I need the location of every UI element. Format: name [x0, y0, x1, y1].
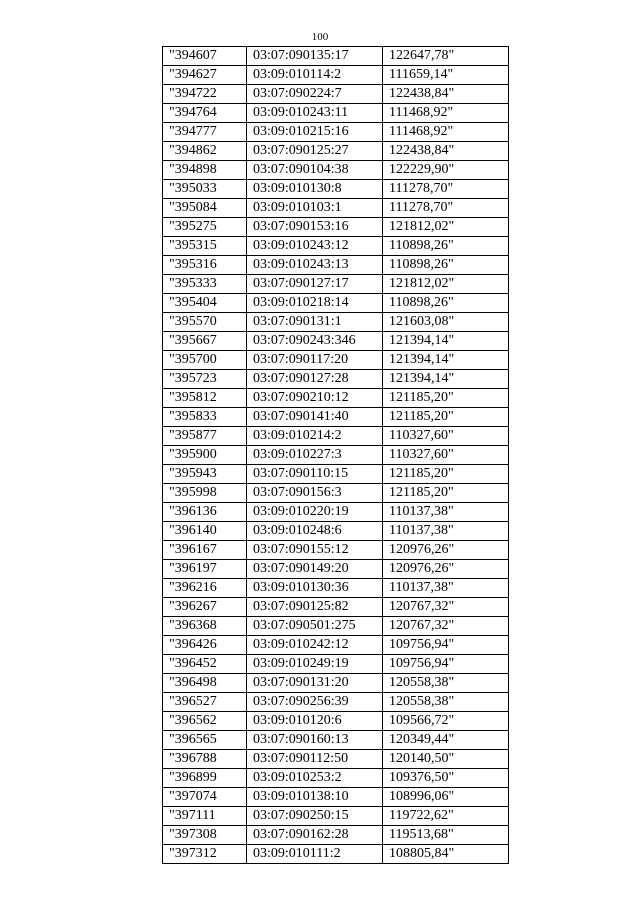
- record-number-cell: "395723: [163, 370, 247, 389]
- cadastral-number-cell: 03:07:090243:346: [247, 332, 383, 351]
- table-row: [163, 636, 509, 655]
- value-cell: 120140,50": [383, 750, 509, 769]
- record-number-cell: "396565: [163, 731, 247, 750]
- table-row: [163, 446, 509, 465]
- value-cell: 109756,94": [383, 636, 509, 655]
- value-cell: 121394,14": [383, 332, 509, 351]
- cadastral-number-cell: 03:09:010103:1: [247, 199, 383, 218]
- data-table: [162, 46, 509, 864]
- record-number-cell: "396562: [163, 712, 247, 731]
- cadastral-number-cell: 03:07:090224:7: [247, 85, 383, 104]
- table-row: [163, 617, 509, 636]
- table-row: [163, 465, 509, 484]
- value-cell: 121394,14": [383, 370, 509, 389]
- cadastral-number-cell: 03:09:010120:6: [247, 712, 383, 731]
- record-number-cell: "396136: [163, 503, 247, 522]
- cadastral-number-cell: 03:07:090125:82: [247, 598, 383, 617]
- record-number-cell: "395315: [163, 237, 247, 256]
- table-row: [163, 180, 509, 199]
- cadastral-number-cell: 03:07:090125:27: [247, 142, 383, 161]
- table-row: [163, 351, 509, 370]
- value-cell: 111468,92": [383, 104, 509, 123]
- cadastral-number-cell: 03:09:010249:19: [247, 655, 383, 674]
- record-number-cell: "395943: [163, 465, 247, 484]
- record-number-cell: "396788: [163, 750, 247, 769]
- table-row: [163, 674, 509, 693]
- cadastral-number-cell: 03:09:010243:13: [247, 256, 383, 275]
- record-number-cell: "396216: [163, 579, 247, 598]
- record-number-cell: "395998: [163, 484, 247, 503]
- value-cell: 111468,92": [383, 123, 509, 142]
- table-row: [163, 484, 509, 503]
- value-cell: 122438,84": [383, 85, 509, 104]
- record-number-cell: "396267: [163, 598, 247, 617]
- table-row: [163, 807, 509, 826]
- value-cell: 110137,38": [383, 503, 509, 522]
- cadastral-number-cell: 03:07:090127:17: [247, 275, 383, 294]
- cadastral-number-cell: 03:09:010243:11: [247, 104, 383, 123]
- cadastral-number-cell: 03:09:010111:2: [247, 845, 383, 864]
- record-number-cell: "397074: [163, 788, 247, 807]
- table-row: [163, 66, 509, 85]
- table-row: [163, 750, 509, 769]
- cadastral-number-cell: 03:07:090104:38: [247, 161, 383, 180]
- value-cell: 119722,62": [383, 807, 509, 826]
- value-cell: 121185,20": [383, 465, 509, 484]
- record-number-cell: "397308: [163, 826, 247, 845]
- cadastral-number-cell: 03:09:010220:19: [247, 503, 383, 522]
- table-row: [163, 313, 509, 332]
- cadastral-number-cell: 03:07:090149:20: [247, 560, 383, 579]
- value-cell: 120976,26": [383, 541, 509, 560]
- record-number-cell: "394764: [163, 104, 247, 123]
- cadastral-number-cell: 03:09:010114:2: [247, 66, 383, 85]
- table-row: [163, 769, 509, 788]
- value-cell: 121185,20": [383, 408, 509, 427]
- record-number-cell: "395404: [163, 294, 247, 313]
- value-cell: 109756,94": [383, 655, 509, 674]
- table-row: [163, 427, 509, 446]
- table-row: [163, 560, 509, 579]
- cadastral-number-cell: 03:07:090153:16: [247, 218, 383, 237]
- record-number-cell: "395812: [163, 389, 247, 408]
- table-row: [163, 655, 509, 674]
- record-number-cell: "395667: [163, 332, 247, 351]
- record-number-cell: "395833: [163, 408, 247, 427]
- value-cell: 120767,32": [383, 617, 509, 636]
- cadastral-number-cell: 03:09:010243:12: [247, 237, 383, 256]
- value-cell: 110898,26": [383, 256, 509, 275]
- table-row: [163, 237, 509, 256]
- value-cell: 110327,60": [383, 446, 509, 465]
- table-row: [163, 826, 509, 845]
- record-number-cell: "396426: [163, 636, 247, 655]
- record-number-cell: "396197: [163, 560, 247, 579]
- cadastral-number-cell: 03:07:090162:28: [247, 826, 383, 845]
- table-row: [163, 389, 509, 408]
- record-number-cell: "395700: [163, 351, 247, 370]
- value-cell: 121394,14": [383, 351, 509, 370]
- cadastral-number-cell: 03:07:090155:12: [247, 541, 383, 560]
- record-number-cell: "396452: [163, 655, 247, 674]
- table-row: [163, 199, 509, 218]
- table-row: [163, 408, 509, 427]
- value-cell: 111659,14": [383, 66, 509, 85]
- value-cell: 109376,50": [383, 769, 509, 788]
- table-row: [163, 123, 509, 142]
- value-cell: 120349,44": [383, 731, 509, 750]
- record-number-cell: "395084: [163, 199, 247, 218]
- value-cell: 110327,60": [383, 427, 509, 446]
- page-number: 100: [311, 31, 329, 43]
- table-row: [163, 142, 509, 161]
- table-row: [163, 522, 509, 541]
- value-cell: 119513,68": [383, 826, 509, 845]
- value-cell: 111278,70": [383, 199, 509, 218]
- value-cell: 122438,84": [383, 142, 509, 161]
- record-number-cell: "397312: [163, 845, 247, 864]
- cadastral-number-cell: 03:09:010214:2: [247, 427, 383, 446]
- cadastral-number-cell: 03:07:090156:3: [247, 484, 383, 503]
- value-cell: 110898,26": [383, 237, 509, 256]
- table-row: [163, 370, 509, 389]
- record-number-cell: "394607: [163, 47, 247, 66]
- record-number-cell: "395333: [163, 275, 247, 294]
- record-number-cell: "395877: [163, 427, 247, 446]
- table-row: [163, 845, 509, 864]
- table-body: [163, 47, 509, 864]
- cadastral-number-cell: 03:09:010215:16: [247, 123, 383, 142]
- value-cell: 121185,20": [383, 484, 509, 503]
- table-row: [163, 218, 509, 237]
- table-row: [163, 712, 509, 731]
- table-row: [163, 693, 509, 712]
- cadastral-number-cell: 03:07:090141:40: [247, 408, 383, 427]
- record-number-cell: "396498: [163, 674, 247, 693]
- record-number-cell: "395316: [163, 256, 247, 275]
- value-cell: 122229,90": [383, 161, 509, 180]
- record-number-cell: "395570: [163, 313, 247, 332]
- table-row: [163, 104, 509, 123]
- cadastral-number-cell: 03:07:090110:15: [247, 465, 383, 484]
- record-number-cell: "394898: [163, 161, 247, 180]
- cadastral-number-cell: 03:07:090131:20: [247, 674, 383, 693]
- table-row: [163, 275, 509, 294]
- cadastral-number-cell: 03:09:010130:8: [247, 180, 383, 199]
- cadastral-number-cell: 03:07:090117:20: [247, 351, 383, 370]
- value-cell: 111278,70": [383, 180, 509, 199]
- value-cell: 122647,78": [383, 47, 509, 66]
- record-number-cell: "396368: [163, 617, 247, 636]
- cadastral-number-cell: 03:07:090160:13: [247, 731, 383, 750]
- cadastral-number-cell: 03:07:090135:17: [247, 47, 383, 66]
- value-cell: 110898,26": [383, 294, 509, 313]
- cadastral-number-cell: 03:09:010242:12: [247, 636, 383, 655]
- cadastral-number-cell: 03:07:090131:1: [247, 313, 383, 332]
- cadastral-number-cell: 03:07:090501:275: [247, 617, 383, 636]
- value-cell: 121812,02": [383, 218, 509, 237]
- value-cell: 121812,02": [383, 275, 509, 294]
- table-row: [163, 598, 509, 617]
- value-cell: 108805,84": [383, 845, 509, 864]
- record-number-cell: "395033: [163, 180, 247, 199]
- cadastral-number-cell: 03:09:010130:36: [247, 579, 383, 598]
- table-row: [163, 294, 509, 313]
- table-row: [163, 256, 509, 275]
- cadastral-number-cell: 03:09:010138:10: [247, 788, 383, 807]
- value-cell: 109566,72": [383, 712, 509, 731]
- record-number-cell: "397111: [163, 807, 247, 826]
- cadastral-number-cell: 03:07:090112:50: [247, 750, 383, 769]
- table-row: [163, 85, 509, 104]
- record-number-cell: "396527: [163, 693, 247, 712]
- record-number-cell: "395275: [163, 218, 247, 237]
- cadastral-number-cell: 03:09:010248:6: [247, 522, 383, 541]
- table-row: [163, 541, 509, 560]
- cadastral-number-cell: 03:07:090256:39: [247, 693, 383, 712]
- cadastral-number-cell: 03:07:090250:15: [247, 807, 383, 826]
- record-number-cell: "394627: [163, 66, 247, 85]
- table-row: [163, 161, 509, 180]
- value-cell: 120558,38": [383, 674, 509, 693]
- record-number-cell: "395900: [163, 446, 247, 465]
- value-cell: 120767,32": [383, 598, 509, 617]
- record-number-cell: "394777: [163, 123, 247, 142]
- cadastral-number-cell: 03:07:090210:12: [247, 389, 383, 408]
- table-row: [163, 47, 509, 66]
- table-row: [163, 332, 509, 351]
- record-number-cell: "396899: [163, 769, 247, 788]
- value-cell: 121603,08": [383, 313, 509, 332]
- table-row: [163, 579, 509, 598]
- record-number-cell: "394862: [163, 142, 247, 161]
- value-cell: 110137,38": [383, 522, 509, 541]
- record-number-cell: "394722: [163, 85, 247, 104]
- value-cell: 121185,20": [383, 389, 509, 408]
- value-cell: 120976,26": [383, 560, 509, 579]
- cadastral-number-cell: 03:07:090127:28: [247, 370, 383, 389]
- value-cell: 110137,38": [383, 579, 509, 598]
- value-cell: 108996,06": [383, 788, 509, 807]
- cadastral-number-cell: 03:09:010218:14: [247, 294, 383, 313]
- table-row: [163, 788, 509, 807]
- cadastral-number-cell: 03:09:010227:3: [247, 446, 383, 465]
- value-cell: 120558,38": [383, 693, 509, 712]
- record-number-cell: "396140: [163, 522, 247, 541]
- record-number-cell: "396167: [163, 541, 247, 560]
- cadastral-number-cell: 03:09:010253:2: [247, 769, 383, 788]
- table-row: [163, 731, 509, 750]
- table-row: [163, 503, 509, 522]
